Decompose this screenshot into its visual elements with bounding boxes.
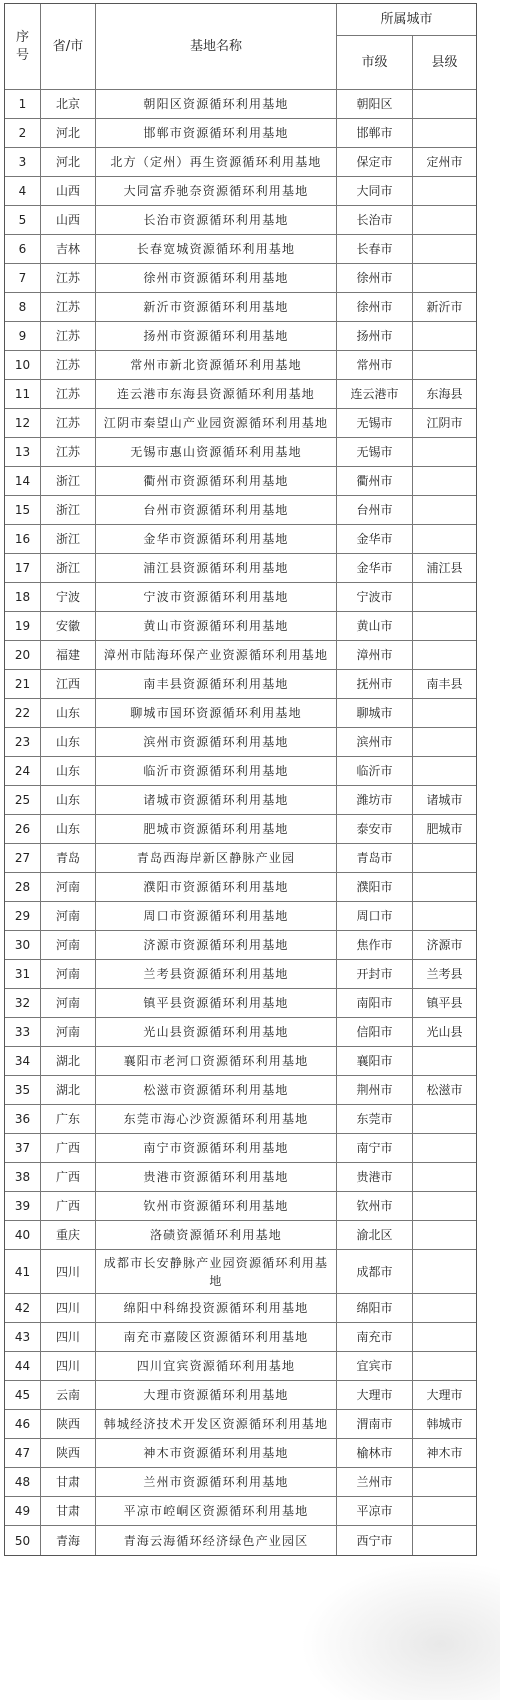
row-county xyxy=(413,525,476,554)
row-city: 临沂市 xyxy=(337,757,413,786)
row-seq: 42 xyxy=(5,1294,41,1323)
row-seq: 43 xyxy=(5,1323,41,1352)
row-city: 长治市 xyxy=(337,206,413,235)
row-city: 大同市 xyxy=(337,177,413,206)
header-city-level: 市级 xyxy=(337,36,413,90)
row-county xyxy=(413,467,476,496)
row-base-name: 襄阳市老河口资源循环利用基地 xyxy=(96,1047,337,1076)
row-county: 新沂市 xyxy=(413,293,476,322)
row-county xyxy=(413,1250,476,1294)
row-province: 河南 xyxy=(41,902,96,931)
row-base-name: 漳州市陆海环保产业资源循环利用基地 xyxy=(96,641,337,670)
row-city: 青岛市 xyxy=(337,844,413,873)
row-seq: 44 xyxy=(5,1352,41,1381)
row-province: 云南 xyxy=(41,1381,96,1410)
row-seq: 23 xyxy=(5,728,41,757)
row-city: 无锡市 xyxy=(337,409,413,438)
row-province: 江苏 xyxy=(41,409,96,438)
row-base-name: 东莞市海心沙资源循环利用基地 xyxy=(96,1105,337,1134)
row-county xyxy=(413,496,476,525)
row-base-name: 大理市资源循环利用基地 xyxy=(96,1381,337,1410)
row-county: 光山县 xyxy=(413,1018,476,1047)
row-base-name: 青岛西海岸新区静脉产业园 xyxy=(96,844,337,873)
row-seq: 45 xyxy=(5,1381,41,1410)
row-county xyxy=(413,844,476,873)
row-province: 甘肃 xyxy=(41,1468,96,1497)
row-seq: 18 xyxy=(5,583,41,612)
row-province: 河北 xyxy=(41,119,96,148)
row-province: 湖北 xyxy=(41,1047,96,1076)
row-province: 山东 xyxy=(41,757,96,786)
row-province: 四川 xyxy=(41,1250,96,1294)
row-city: 平凉市 xyxy=(337,1497,413,1526)
row-province: 山东 xyxy=(41,728,96,757)
row-county: 兰考县 xyxy=(413,960,476,989)
row-county xyxy=(413,119,476,148)
row-seq: 13 xyxy=(5,438,41,467)
row-base-name: 济源市资源循环利用基地 xyxy=(96,931,337,960)
row-base-name: 南丰县资源循环利用基地 xyxy=(96,670,337,699)
row-city: 荆州市 xyxy=(337,1076,413,1105)
row-seq: 6 xyxy=(5,235,41,264)
row-province: 山西 xyxy=(41,206,96,235)
row-county: 大理市 xyxy=(413,1381,476,1410)
row-base-name: 光山县资源循环利用基地 xyxy=(96,1018,337,1047)
row-base-name: 神木市资源循环利用基地 xyxy=(96,1439,337,1468)
row-seq: 2 xyxy=(5,119,41,148)
row-city: 泰安市 xyxy=(337,815,413,844)
row-seq: 36 xyxy=(5,1105,41,1134)
row-county xyxy=(413,1526,476,1555)
row-province: 江苏 xyxy=(41,264,96,293)
row-city: 南阳市 xyxy=(337,989,413,1018)
row-county: 定州市 xyxy=(413,148,476,177)
row-city: 抚州市 xyxy=(337,670,413,699)
row-city: 东莞市 xyxy=(337,1105,413,1134)
row-county xyxy=(413,206,476,235)
row-base-name: 青海云海循环经济绿色产业园区 xyxy=(96,1526,337,1555)
row-province: 江西 xyxy=(41,670,96,699)
row-seq: 49 xyxy=(5,1497,41,1526)
row-seq: 14 xyxy=(5,467,41,496)
bases-table xyxy=(4,3,477,1556)
row-seq: 28 xyxy=(5,873,41,902)
row-county xyxy=(413,612,476,641)
row-province: 河南 xyxy=(41,1018,96,1047)
row-base-name: 南宁市资源循环利用基地 xyxy=(96,1134,337,1163)
row-city: 漳州市 xyxy=(337,641,413,670)
row-seq: 35 xyxy=(5,1076,41,1105)
row-city: 渝北区 xyxy=(337,1221,413,1250)
row-province: 河南 xyxy=(41,989,96,1018)
row-base-name: 长治市资源循环利用基地 xyxy=(96,206,337,235)
row-seq: 24 xyxy=(5,757,41,786)
row-province: 宁波 xyxy=(41,583,96,612)
row-base-name: 诸城市资源循环利用基地 xyxy=(96,786,337,815)
row-base-name: 平凉市崆峒区资源循环利用基地 xyxy=(96,1497,337,1526)
row-seq: 3 xyxy=(5,148,41,177)
row-seq: 50 xyxy=(5,1526,41,1555)
row-base-name: 江阴市秦望山产业园资源循环利用基地 xyxy=(96,409,337,438)
row-province: 浙江 xyxy=(41,496,96,525)
row-county xyxy=(413,264,476,293)
row-seq: 46 xyxy=(5,1410,41,1439)
row-base-name: 南充市嘉陵区资源循环利用基地 xyxy=(96,1323,337,1352)
row-county: 诸城市 xyxy=(413,786,476,815)
row-county xyxy=(413,90,476,119)
row-county xyxy=(413,235,476,264)
row-base-name: 松滋市资源循环利用基地 xyxy=(96,1076,337,1105)
row-province: 山西 xyxy=(41,177,96,206)
row-county: 济源市 xyxy=(413,931,476,960)
row-county xyxy=(413,873,476,902)
row-province: 河北 xyxy=(41,148,96,177)
row-province: 湖北 xyxy=(41,1076,96,1105)
row-city: 台州市 xyxy=(337,496,413,525)
row-city: 徐州市 xyxy=(337,293,413,322)
row-city: 南宁市 xyxy=(337,1134,413,1163)
row-city: 信阳市 xyxy=(337,1018,413,1047)
row-province: 江苏 xyxy=(41,380,96,409)
row-base-name: 无锡市惠山资源循环利用基地 xyxy=(96,438,337,467)
row-base-name: 兰考县资源循环利用基地 xyxy=(96,960,337,989)
row-city: 徐州市 xyxy=(337,264,413,293)
row-base-name: 镇平县资源循环利用基地 xyxy=(96,989,337,1018)
row-seq: 40 xyxy=(5,1221,41,1250)
row-base-name: 兰州市资源循环利用基地 xyxy=(96,1468,337,1497)
row-base-name: 临沂市资源循环利用基地 xyxy=(96,757,337,786)
row-base-name: 扬州市资源循环利用基地 xyxy=(96,322,337,351)
row-county: 南丰县 xyxy=(413,670,476,699)
row-base-name: 成都市长安静脉产业园资源循环利用基地 xyxy=(96,1250,337,1294)
row-city: 宜宾市 xyxy=(337,1352,413,1381)
row-city: 成都市 xyxy=(337,1250,413,1294)
row-province: 安徽 xyxy=(41,612,96,641)
row-county xyxy=(413,438,476,467)
row-city: 连云港市 xyxy=(337,380,413,409)
row-city: 长春市 xyxy=(337,235,413,264)
row-province: 甘肃 xyxy=(41,1497,96,1526)
row-base-name: 钦州市资源循环利用基地 xyxy=(96,1192,337,1221)
row-province: 江苏 xyxy=(41,438,96,467)
row-base-name: 金华市资源循环利用基地 xyxy=(96,525,337,554)
row-city: 贵港市 xyxy=(337,1163,413,1192)
row-base-name: 徐州市资源循环利用基地 xyxy=(96,264,337,293)
row-base-name: 常州市新北资源循环利用基地 xyxy=(96,351,337,380)
header-city-group: 所属城市 xyxy=(337,4,476,36)
row-seq: 7 xyxy=(5,264,41,293)
row-county xyxy=(413,1323,476,1352)
row-base-name: 邯郸市资源循环利用基地 xyxy=(96,119,337,148)
row-seq: 4 xyxy=(5,177,41,206)
row-province: 江苏 xyxy=(41,322,96,351)
row-province: 北京 xyxy=(41,90,96,119)
row-province: 河南 xyxy=(41,960,96,989)
row-city: 朝阳区 xyxy=(337,90,413,119)
row-base-name: 浦江县资源循环利用基地 xyxy=(96,554,337,583)
row-county: 镇平县 xyxy=(413,989,476,1018)
row-seq: 33 xyxy=(5,1018,41,1047)
row-province: 四川 xyxy=(41,1323,96,1352)
row-county xyxy=(413,351,476,380)
row-seq: 26 xyxy=(5,815,41,844)
row-city: 钦州市 xyxy=(337,1192,413,1221)
row-seq: 20 xyxy=(5,641,41,670)
row-base-name: 聊城市国环资源循环利用基地 xyxy=(96,699,337,728)
row-base-name: 连云港市东海县资源循环利用基地 xyxy=(96,380,337,409)
row-province: 青岛 xyxy=(41,844,96,873)
row-seq: 16 xyxy=(5,525,41,554)
row-province: 河南 xyxy=(41,931,96,960)
row-seq: 32 xyxy=(5,989,41,1018)
row-province: 河南 xyxy=(41,873,96,902)
row-seq: 31 xyxy=(5,960,41,989)
row-city: 潍坊市 xyxy=(337,786,413,815)
row-county xyxy=(413,1047,476,1076)
row-base-name: 大同富乔驰奈资源循环利用基地 xyxy=(96,177,337,206)
row-province: 山东 xyxy=(41,815,96,844)
row-province: 广西 xyxy=(41,1163,96,1192)
row-city: 无锡市 xyxy=(337,438,413,467)
row-county xyxy=(413,583,476,612)
row-county xyxy=(413,177,476,206)
row-base-name: 贵港市资源循环利用基地 xyxy=(96,1163,337,1192)
row-county xyxy=(413,699,476,728)
row-base-name: 长春宽城资源循环利用基地 xyxy=(96,235,337,264)
row-seq: 11 xyxy=(5,380,41,409)
row-county: 神木市 xyxy=(413,1439,476,1468)
row-base-name: 四川宜宾资源循环利用基地 xyxy=(96,1352,337,1381)
row-county xyxy=(413,728,476,757)
row-province: 浙江 xyxy=(41,467,96,496)
row-city: 金华市 xyxy=(337,525,413,554)
row-city: 聊城市 xyxy=(337,699,413,728)
row-city: 黄山市 xyxy=(337,612,413,641)
row-county: 松滋市 xyxy=(413,1076,476,1105)
row-seq: 10 xyxy=(5,351,41,380)
row-city: 南充市 xyxy=(337,1323,413,1352)
header-base-name: 基地名称 xyxy=(96,4,337,90)
row-province: 浙江 xyxy=(41,554,96,583)
row-province: 陕西 xyxy=(41,1410,96,1439)
header-county-level: 县级 xyxy=(413,36,476,90)
row-seq: 15 xyxy=(5,496,41,525)
row-county: 东海县 xyxy=(413,380,476,409)
row-province: 山东 xyxy=(41,699,96,728)
row-county xyxy=(413,902,476,931)
row-seq: 17 xyxy=(5,554,41,583)
row-seq: 47 xyxy=(5,1439,41,1468)
row-county xyxy=(413,1163,476,1192)
row-province: 山东 xyxy=(41,786,96,815)
header-seq: 序 号 xyxy=(5,4,41,90)
row-county xyxy=(413,1497,476,1526)
row-base-name: 北方（定州）再生资源循环利用基地 xyxy=(96,148,337,177)
row-county: 肥城市 xyxy=(413,815,476,844)
row-seq: 21 xyxy=(5,670,41,699)
row-city: 滨州市 xyxy=(337,728,413,757)
row-seq: 22 xyxy=(5,699,41,728)
row-county xyxy=(413,641,476,670)
row-county xyxy=(413,1221,476,1250)
header-province: 省/市 xyxy=(41,4,96,90)
row-province: 广东 xyxy=(41,1105,96,1134)
row-city: 濮阳市 xyxy=(337,873,413,902)
row-seq: 5 xyxy=(5,206,41,235)
row-base-name: 衢州市资源循环利用基地 xyxy=(96,467,337,496)
row-city: 兰州市 xyxy=(337,1468,413,1497)
row-seq: 39 xyxy=(5,1192,41,1221)
row-city: 焦作市 xyxy=(337,931,413,960)
row-province: 四川 xyxy=(41,1294,96,1323)
row-seq: 8 xyxy=(5,293,41,322)
row-province: 青海 xyxy=(41,1526,96,1555)
row-province: 陕西 xyxy=(41,1439,96,1468)
row-province: 福建 xyxy=(41,641,96,670)
row-seq: 19 xyxy=(5,612,41,641)
row-seq: 29 xyxy=(5,902,41,931)
row-county: 浦江县 xyxy=(413,554,476,583)
row-base-name: 宁波市资源循环利用基地 xyxy=(96,583,337,612)
row-base-name: 台州市资源循环利用基地 xyxy=(96,496,337,525)
row-base-name: 洛碛资源循环利用基地 xyxy=(96,1221,337,1250)
row-base-name: 滨州市资源循环利用基地 xyxy=(96,728,337,757)
row-city: 保定市 xyxy=(337,148,413,177)
row-base-name: 朝阳区资源循环利用基地 xyxy=(96,90,337,119)
row-province: 浙江 xyxy=(41,525,96,554)
row-city: 宁波市 xyxy=(337,583,413,612)
row-county xyxy=(413,322,476,351)
row-city: 扬州市 xyxy=(337,322,413,351)
row-province: 四川 xyxy=(41,1352,96,1381)
row-city: 西宁市 xyxy=(337,1526,413,1555)
row-county: 韩城市 xyxy=(413,1410,476,1439)
row-seq: 25 xyxy=(5,786,41,815)
row-city: 金华市 xyxy=(337,554,413,583)
row-county: 江阴市 xyxy=(413,409,476,438)
row-city: 绵阳市 xyxy=(337,1294,413,1323)
row-seq: 34 xyxy=(5,1047,41,1076)
row-seq: 9 xyxy=(5,322,41,351)
row-county xyxy=(413,1134,476,1163)
row-county xyxy=(413,1468,476,1497)
row-base-name: 濮阳市资源循环利用基地 xyxy=(96,873,337,902)
row-city: 渭南市 xyxy=(337,1410,413,1439)
row-province: 广西 xyxy=(41,1192,96,1221)
row-seq: 48 xyxy=(5,1468,41,1497)
row-base-name: 韩城经济技术开发区资源循环利用基地 xyxy=(96,1410,337,1439)
row-base-name: 黄山市资源循环利用基地 xyxy=(96,612,337,641)
row-base-name: 周口市资源循环利用基地 xyxy=(96,902,337,931)
row-seq: 1 xyxy=(5,90,41,119)
row-county xyxy=(413,1105,476,1134)
row-province: 广西 xyxy=(41,1134,96,1163)
row-seq: 41 xyxy=(5,1250,41,1294)
row-city: 榆林市 xyxy=(337,1439,413,1468)
ink-shade-decoration xyxy=(300,1560,500,1700)
row-county xyxy=(413,1352,476,1381)
row-county xyxy=(413,757,476,786)
row-city: 开封市 xyxy=(337,960,413,989)
row-seq: 27 xyxy=(5,844,41,873)
row-province: 吉林 xyxy=(41,235,96,264)
row-seq: 30 xyxy=(5,931,41,960)
row-city: 衢州市 xyxy=(337,467,413,496)
row-province: 江苏 xyxy=(41,293,96,322)
row-base-name: 肥城市资源循环利用基地 xyxy=(96,815,337,844)
row-province: 重庆 xyxy=(41,1221,96,1250)
row-city: 周口市 xyxy=(337,902,413,931)
row-city: 常州市 xyxy=(337,351,413,380)
row-seq: 37 xyxy=(5,1134,41,1163)
row-seq: 38 xyxy=(5,1163,41,1192)
row-city: 邯郸市 xyxy=(337,119,413,148)
row-province: 江苏 xyxy=(41,351,96,380)
row-seq: 12 xyxy=(5,409,41,438)
row-base-name: 绵阳中科绵投资源循环利用基地 xyxy=(96,1294,337,1323)
row-city: 襄阳市 xyxy=(337,1047,413,1076)
row-county xyxy=(413,1192,476,1221)
row-city: 大理市 xyxy=(337,1381,413,1410)
row-base-name: 新沂市资源循环利用基地 xyxy=(96,293,337,322)
row-county xyxy=(413,1294,476,1323)
